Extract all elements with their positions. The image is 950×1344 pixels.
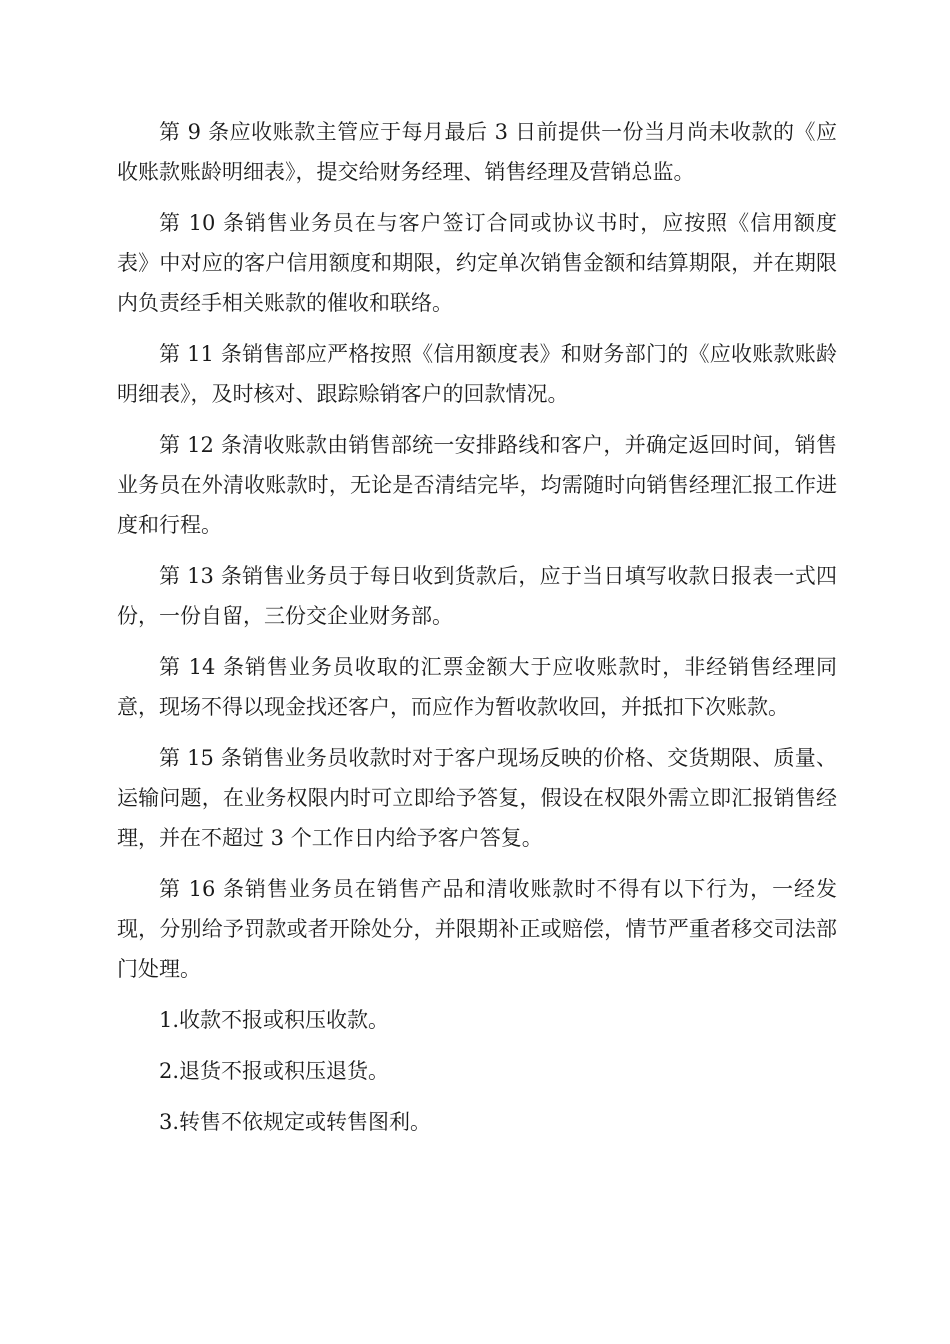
document-body (117, 112, 837, 1153)
article-16-paragraph: 第 16 条销售业务员在销售产品和清收账款时不得有以下行为，一经发现，分别给予罚款或者开除处分，并限期补正或赔偿，情节严重者移交司法部门处理。 (117, 877, 837, 981)
list-item-3: 3.转售不依规定或转售图利。 (159, 1110, 432, 1134)
article-15-paragraph: 第 15 条销售业务员收款时对于客户现场反映的价格、交货期限、质量、运输问题，在业务权限内时可立即给予答复，假设在权限外需立即汇报销售经理，并在不超过 3 个工作日内给予客户答复。 (117, 746, 837, 850)
article-10-paragraph: 第 10 条销售业务员在与客户签订合同或协议书时，应按照《信用额度表》中对应的客户信用额度和期限，约定单次销售金额和结算期限，并在期限内负责经手相关账款的催收和联络。 (117, 211, 837, 315)
article-13-paragraph: 第 13 条销售业务员于每日收到货款后，应于当日填写收款日报表一式四份，一份自留，三份交企业财务部。 (117, 564, 837, 628)
article-9-paragraph: 第 9 条应收账款主管应于每月最后 3 日前提供一份当月尚未收款的《应收账款账龄明细表》，提交给财务经理、销售经理及营销总监。 (117, 120, 837, 184)
article-12-paragraph: 第 12 条清收账款由销售部统一安排路线和客户，并确定返回时间，销售业务员在外清收账款时，无论是否清结完毕，均需随时向销售经理汇报工作进度和行程。 (117, 433, 837, 537)
list-item-1: 1.收款不报或积压收款。 (159, 1008, 390, 1032)
article-14-paragraph: 第 14 条销售业务员收取的汇票金额大于应收账款时，非经销售经理同意，现场不得以现金找还客户，而应作为暂收款收回，并抵扣下次账款。 (117, 655, 837, 719)
article-11-paragraph: 第 11 条销售部应严格按照《信用额度表》和财务部门的《应收账款账龄明细表》，及时核对、跟踪赊销客户的回款情况。 (117, 342, 837, 406)
list-item-2: 2.退货不报或积压退货。 (159, 1059, 390, 1083)
